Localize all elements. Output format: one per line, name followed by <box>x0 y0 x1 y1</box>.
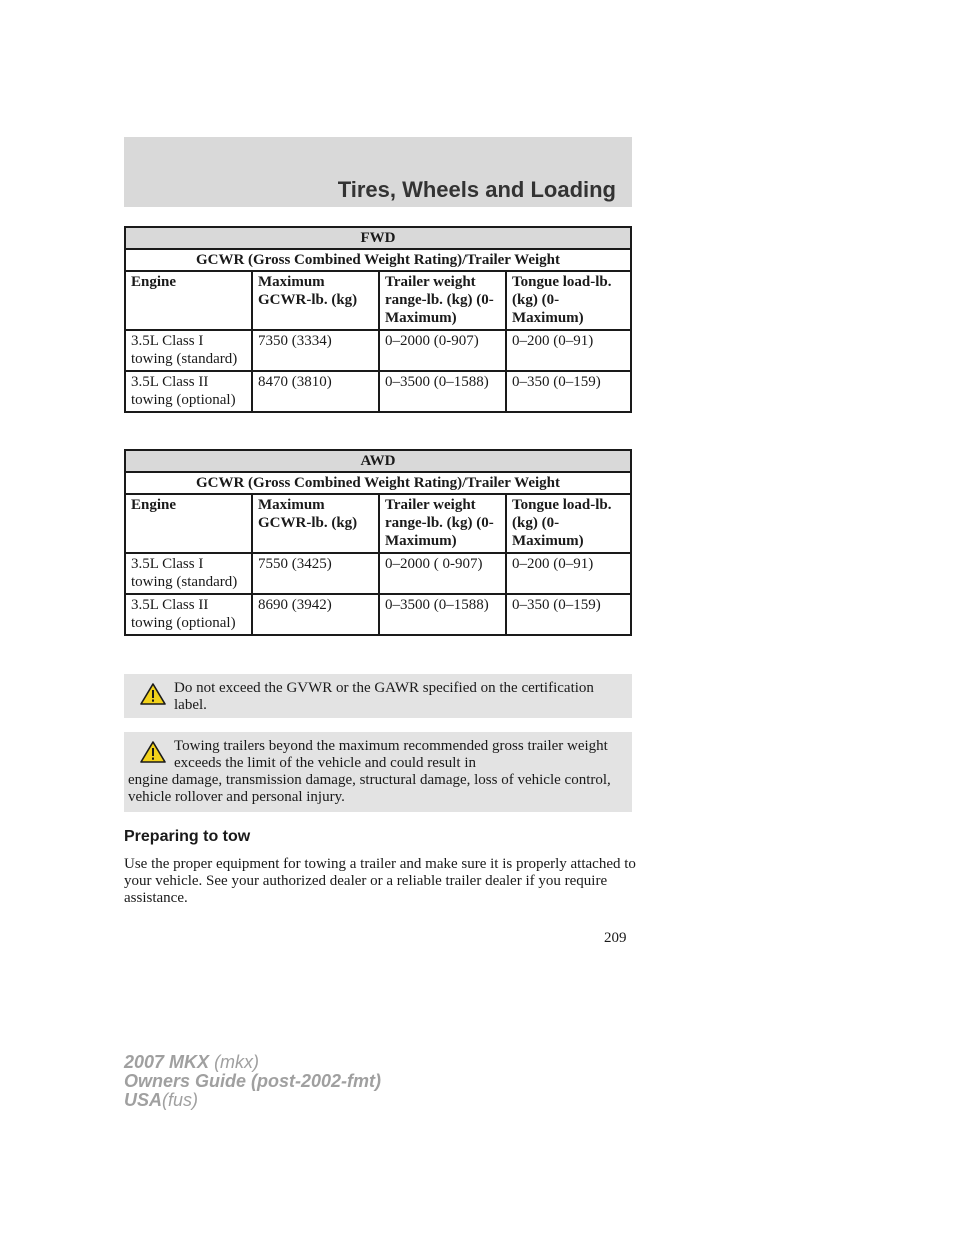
table-cell: 0–350 (0–159) <box>506 371 631 412</box>
column-header: Trailer weight range-lb. (kg) (0-Maximum) <box>379 271 506 330</box>
warning-triangle-icon <box>140 682 166 706</box>
warning-triangle-icon <box>140 740 166 764</box>
table-cell: 7550 (3425) <box>252 553 379 594</box>
table-cell: 0–3500 (0–1588) <box>379 594 506 635</box>
table-cell: 3.5L Class I towing (standard) <box>125 330 252 371</box>
column-header: Maximum GCWR-lb. (kg) <box>252 494 379 553</box>
warning-box-gvwr <box>124 674 632 718</box>
table-title: AWD <box>125 450 631 472</box>
footer-market: USA <box>124 1090 163 1110</box>
table-cell: 3.5L Class II towing (optional) <box>125 371 252 412</box>
column-header: Tongue load-lb. (kg) (0-Maximum) <box>506 271 631 330</box>
warning-text: Do not exceed the GVWR or the GAWR specified on the certification label. <box>174 680 594 713</box>
table-cell: 3.5L Class II towing (optional) <box>125 594 252 635</box>
fwd-towing-table <box>124 226 632 413</box>
table-cell: 3.5L Class I towing (standard) <box>125 553 252 594</box>
column-header: Tongue load-lb. (kg) (0-Maximum) <box>506 494 631 553</box>
awd-towing-table <box>124 449 632 636</box>
warning-text: Towing trailers beyond the maximum recommended gross trailer weight exceeds the limit of the vehicle and could result in <box>174 738 608 771</box>
section-header-title: Tires, Wheels and Loading <box>337 177 616 202</box>
table-row <box>125 594 631 635</box>
column-header: Trailer weight range-lb. (kg) (0-Maximum) <box>379 494 506 553</box>
warning-text-continued: engine damage, transmission damage, structural damage, loss of vehicle control, vehicle rollover and personal injury. <box>128 772 611 805</box>
table-cell: 0–3500 (0–1588) <box>379 371 506 412</box>
table-row <box>125 553 631 594</box>
column-header: Engine <box>125 271 252 330</box>
document-footer <box>124 1053 381 1110</box>
table-cell: 0–200 (0–91) <box>506 330 631 371</box>
page-number: 209 <box>604 930 627 946</box>
table-cell: 0–350 (0–159) <box>506 594 631 635</box>
table-row <box>125 371 631 412</box>
table-subtitle: GCWR (Gross Combined Weight Rating)/Trailer Weight <box>125 249 631 271</box>
section-heading: Preparing to tow <box>124 828 251 845</box>
footer-guide: Owners Guide (post-2002-fmt) <box>124 1071 382 1091</box>
section-header-band <box>124 137 632 207</box>
table-row <box>125 330 631 371</box>
table-cell: 0–2000 (0-907) <box>379 330 506 371</box>
table-cell: 7350 (3334) <box>252 330 379 371</box>
footer-market-code: (fus) <box>162 1090 199 1110</box>
table-title: FWD <box>125 227 631 249</box>
table-cell: 0–2000 ( 0-907) <box>379 553 506 594</box>
section-body: Use the proper equipment for towing a trailer and make sure it is properly attached to your vehicle. See your authorized dealer or a reliable trailer dealer if you require assistance. <box>124 856 636 906</box>
footer-model-code: (mkx) <box>214 1052 260 1072</box>
footer-model: 2007 MKX <box>124 1052 210 1072</box>
column-header: Maximum GCWR-lb. (kg) <box>252 271 379 330</box>
table-subtitle: GCWR (Gross Combined Weight Rating)/Trailer Weight <box>125 472 631 494</box>
table-cell: 0–200 (0–91) <box>506 553 631 594</box>
table-cell: 8470 (3810) <box>252 371 379 412</box>
warning-box-towing <box>124 732 632 812</box>
column-header: Engine <box>125 494 252 553</box>
table-cell: 8690 (3942) <box>252 594 379 635</box>
